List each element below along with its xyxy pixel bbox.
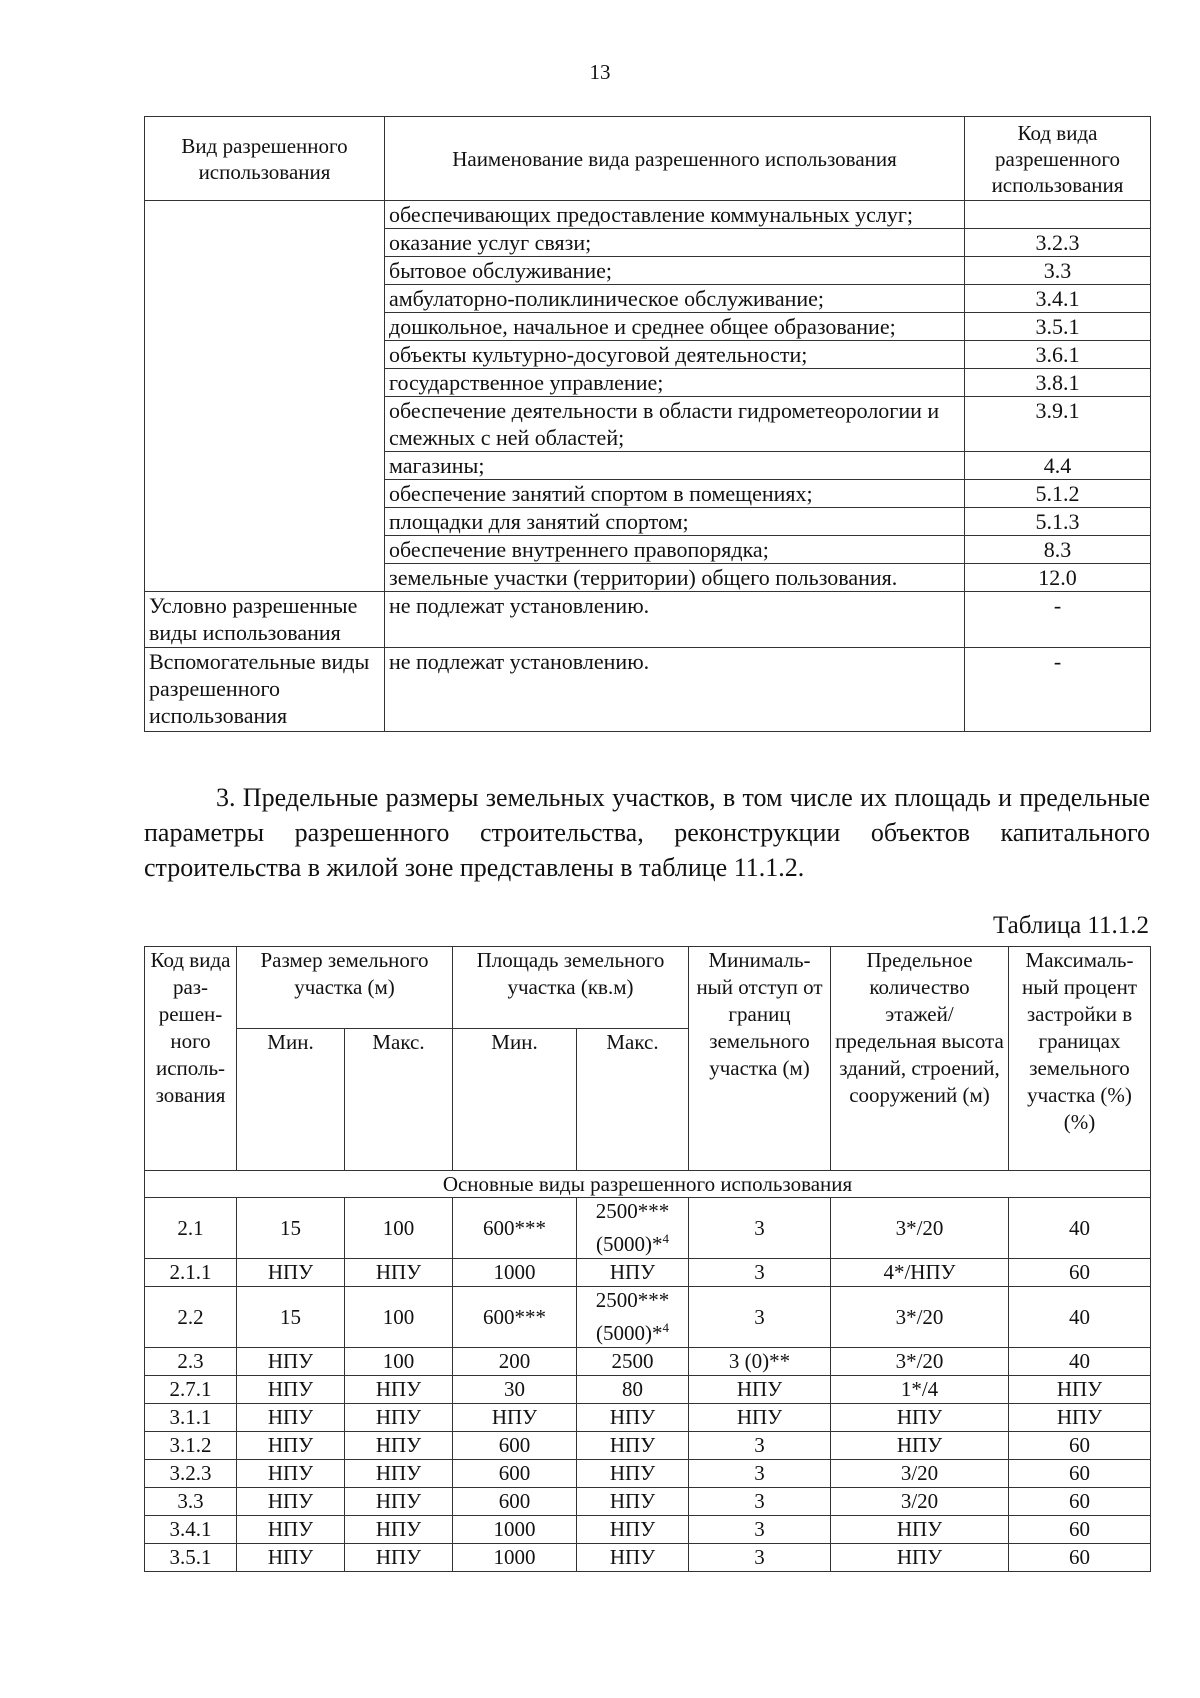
auxiliary-name: не подлежат установлению. bbox=[385, 648, 965, 732]
header-setback: Минималь-ный отступ от границ земельного участка (м) bbox=[689, 947, 831, 1171]
row-setback: 3 bbox=[689, 1544, 831, 1572]
use-code: 3.6.1 bbox=[965, 341, 1151, 369]
row-size-min: НПУ bbox=[237, 1432, 345, 1460]
section-title: Основные виды разрешенного использования bbox=[145, 1171, 1151, 1198]
row-area-min: 600 bbox=[453, 1488, 577, 1516]
row-percent: 40 bbox=[1009, 1287, 1151, 1348]
conditional-name: не подлежат установлению. bbox=[385, 592, 965, 648]
row-percent: 60 bbox=[1009, 1488, 1151, 1516]
row-setback: 3 bbox=[689, 1460, 831, 1488]
area-max-line2: (5000)* bbox=[596, 1321, 663, 1345]
row-size-min: НПУ bbox=[237, 1404, 345, 1432]
auxiliary-code: - bbox=[965, 648, 1151, 732]
row-area-max: НПУ bbox=[577, 1259, 689, 1287]
row-size-max: НПУ bbox=[345, 1259, 453, 1287]
row-area-max: НПУ bbox=[577, 1488, 689, 1516]
area-max-line1: 2500*** bbox=[595, 1199, 670, 1223]
row-area-max: НПУ bbox=[577, 1544, 689, 1572]
row-setback: 3 bbox=[689, 1488, 831, 1516]
row-size-min: НПУ bbox=[237, 1259, 345, 1287]
use-name: обеспечение внутреннего правопорядка; bbox=[385, 536, 965, 564]
row-area-min: 30 bbox=[453, 1376, 577, 1404]
header-area-max: Макс. bbox=[577, 1029, 689, 1171]
row-area-max: НПУ bbox=[577, 1432, 689, 1460]
row-code: 3.1.2 bbox=[145, 1432, 237, 1460]
use-name: обеспечивающих предоставление коммунальных услуг; bbox=[385, 201, 965, 229]
row-percent: НПУ bbox=[1009, 1376, 1151, 1404]
row-setback: 3 bbox=[689, 1198, 831, 1259]
row-code: 3.2.3 bbox=[145, 1460, 237, 1488]
auxiliary-kind: Вспомогательные виды разрешенного использования bbox=[145, 648, 385, 732]
row-floors: 3*/20 bbox=[831, 1348, 1009, 1376]
row-size-max: НПУ bbox=[345, 1488, 453, 1516]
row-code: 3.1.1 bbox=[145, 1404, 237, 1432]
row-setback: 3 bbox=[689, 1259, 831, 1287]
row-code: 3.4.1 bbox=[145, 1516, 237, 1544]
row-size-min: НПУ bbox=[237, 1348, 345, 1376]
use-code: 3.2.3 bbox=[965, 229, 1151, 257]
row-size-max: НПУ bbox=[345, 1432, 453, 1460]
header-kind: Вид разрешенного использования bbox=[145, 117, 385, 201]
row-setback: 3 (0)** bbox=[689, 1348, 831, 1376]
use-code: 12.0 bbox=[965, 564, 1151, 592]
header-floors: Предельное количество этажей/ предельная высота зданий, строений, сооружений (м) bbox=[831, 947, 1009, 1171]
row-area-max bbox=[577, 1287, 689, 1348]
use-code: 3.3 bbox=[965, 257, 1151, 285]
use-code: 3.5.1 bbox=[965, 313, 1151, 341]
row-code: 2.7.1 bbox=[145, 1376, 237, 1404]
row-percent: 40 bbox=[1009, 1348, 1151, 1376]
row-percent: НПУ bbox=[1009, 1404, 1151, 1432]
row-floors: НПУ bbox=[831, 1544, 1009, 1572]
row-size-min: НПУ bbox=[237, 1516, 345, 1544]
row-floors: 3*/20 bbox=[831, 1287, 1009, 1348]
use-code: 3.8.1 bbox=[965, 369, 1151, 397]
row-area-min: 600 bbox=[453, 1432, 577, 1460]
use-name: оказание услуг связи; bbox=[385, 229, 965, 257]
area-max-footnote: 4 bbox=[662, 1320, 669, 1335]
area-max-line2: (5000)* bbox=[596, 1232, 663, 1256]
use-name: магазины; bbox=[385, 452, 965, 480]
use-code bbox=[965, 201, 1151, 229]
row-area-min: 1000 bbox=[453, 1259, 577, 1287]
row-size-min: НПУ bbox=[237, 1544, 345, 1572]
row-area-min: 600 bbox=[453, 1460, 577, 1488]
row-size-max: НПУ bbox=[345, 1404, 453, 1432]
page-number: 13 bbox=[589, 60, 611, 84]
row-area-max: 2500 bbox=[577, 1348, 689, 1376]
header-area: Площадь земельного участка (кв.м) bbox=[453, 947, 689, 1029]
use-name: бытовое обслуживание; bbox=[385, 257, 965, 285]
row-area-min: НПУ bbox=[453, 1404, 577, 1432]
row-floors: 3*/20 bbox=[831, 1198, 1009, 1259]
row-area-min: 600*** bbox=[453, 1198, 577, 1259]
row-size-max: НПУ bbox=[345, 1460, 453, 1488]
row-area-min: 1000 bbox=[453, 1516, 577, 1544]
area-max-footnote: 4 bbox=[662, 1231, 669, 1246]
row-code: 3.3 bbox=[145, 1488, 237, 1516]
row-setback: НПУ bbox=[689, 1376, 831, 1404]
use-code: 3.9.1 bbox=[965, 397, 1151, 452]
row-area-min: 600*** bbox=[453, 1287, 577, 1348]
header-size-max: Макс. bbox=[345, 1029, 453, 1171]
row-setback: 3 bbox=[689, 1516, 831, 1544]
row-percent: 60 bbox=[1009, 1432, 1151, 1460]
row-size-max: 100 bbox=[345, 1287, 453, 1348]
row-size-min: НПУ bbox=[237, 1488, 345, 1516]
row-floors: 3/20 bbox=[831, 1460, 1009, 1488]
use-code: 5.1.2 bbox=[965, 480, 1151, 508]
row-size-max: НПУ bbox=[345, 1376, 453, 1404]
use-code: 3.4.1 bbox=[965, 285, 1151, 313]
row-area-max: НПУ bbox=[577, 1460, 689, 1488]
row-code: 2.3 bbox=[145, 1348, 237, 1376]
row-percent: 60 bbox=[1009, 1259, 1151, 1287]
main-kind-cell bbox=[145, 201, 385, 592]
use-name: земельные участки (территории) общего пользования. bbox=[385, 564, 965, 592]
paragraph-3: 3. Предельные размеры земельных участков, в том числе их площадь и предельные параметры разрешенного строительства, реконструкции объектов капитального строительства в жилой зоне представлены в таблице 11.1.2. bbox=[144, 783, 1150, 882]
row-percent: 40 bbox=[1009, 1198, 1151, 1259]
header-code: Код вида разрешенного использования bbox=[965, 117, 1151, 201]
row-size-max: НПУ bbox=[345, 1544, 453, 1572]
use-name: дошкольное, начальное и среднее общее образование; bbox=[385, 313, 965, 341]
row-area-min: 200 bbox=[453, 1348, 577, 1376]
row-code: 2.1.1 bbox=[145, 1259, 237, 1287]
row-setback: НПУ bbox=[689, 1404, 831, 1432]
row-percent: 60 bbox=[1009, 1460, 1151, 1488]
row-area-max bbox=[577, 1198, 689, 1259]
row-area-max: 80 bbox=[577, 1376, 689, 1404]
parameters-table bbox=[144, 946, 1151, 1572]
use-name: государственное управление; bbox=[385, 369, 965, 397]
row-setback: 3 bbox=[689, 1287, 831, 1348]
header-name: Наименование вида разрешенного использования bbox=[385, 117, 965, 201]
use-code: 8.3 bbox=[965, 536, 1151, 564]
row-size-max: 100 bbox=[345, 1348, 453, 1376]
row-area-max: НПУ bbox=[577, 1404, 689, 1432]
area-max-line1: 2500*** bbox=[595, 1288, 670, 1312]
row-size-min: 15 bbox=[237, 1198, 345, 1259]
use-name: площадки для занятий спортом; bbox=[385, 508, 965, 536]
row-size-max: 100 bbox=[345, 1198, 453, 1259]
header-code: Код вида раз-решен-ного исполь-зования bbox=[145, 947, 237, 1171]
conditional-kind: Условно разрешенные виды использования bbox=[145, 592, 385, 648]
row-code: 2.1 bbox=[145, 1198, 237, 1259]
row-size-min: НПУ bbox=[237, 1376, 345, 1404]
row-setback: 3 bbox=[689, 1432, 831, 1460]
conditional-code: - bbox=[965, 592, 1151, 648]
row-area-min: 1000 bbox=[453, 1544, 577, 1572]
row-floors: НПУ bbox=[831, 1404, 1009, 1432]
row-percent: 60 bbox=[1009, 1516, 1151, 1544]
row-size-min: НПУ bbox=[237, 1460, 345, 1488]
use-name: обеспечение деятельности в области гидрометеорологии и смежных с ней областей; bbox=[385, 397, 965, 452]
row-floors: НПУ bbox=[831, 1432, 1009, 1460]
row-code: 3.5.1 bbox=[145, 1544, 237, 1572]
row-floors: 3/20 bbox=[831, 1488, 1009, 1516]
header-size-min: Мин. bbox=[237, 1029, 345, 1171]
row-size-min: 15 bbox=[237, 1287, 345, 1348]
header-percent: Максималь-ный процент застройки в границах земельного участка (%) (%) bbox=[1009, 947, 1151, 1171]
use-name: амбулаторно-поликлиническое обслуживание; bbox=[385, 285, 965, 313]
permitted-use-table bbox=[144, 116, 1151, 732]
row-floors: 1*/4 bbox=[831, 1376, 1009, 1404]
use-name: обеспечение занятий спортом в помещениях; bbox=[385, 480, 965, 508]
row-floors: НПУ bbox=[831, 1516, 1009, 1544]
row-area-max: НПУ bbox=[577, 1516, 689, 1544]
row-percent: 60 bbox=[1009, 1544, 1151, 1572]
use-code: 4.4 bbox=[965, 452, 1151, 480]
row-floors: 4*/НПУ bbox=[831, 1259, 1009, 1287]
use-name: объекты культурно-досуговой деятельности; bbox=[385, 341, 965, 369]
header-area-min: Мин. bbox=[453, 1029, 577, 1171]
header-size: Размер земельного участка (м) bbox=[237, 947, 453, 1029]
use-code: 5.1.3 bbox=[965, 508, 1151, 536]
table-caption: Таблица 11.1.2 bbox=[993, 912, 1149, 939]
row-code: 2.2 bbox=[145, 1287, 237, 1348]
row-size-max: НПУ bbox=[345, 1516, 453, 1544]
